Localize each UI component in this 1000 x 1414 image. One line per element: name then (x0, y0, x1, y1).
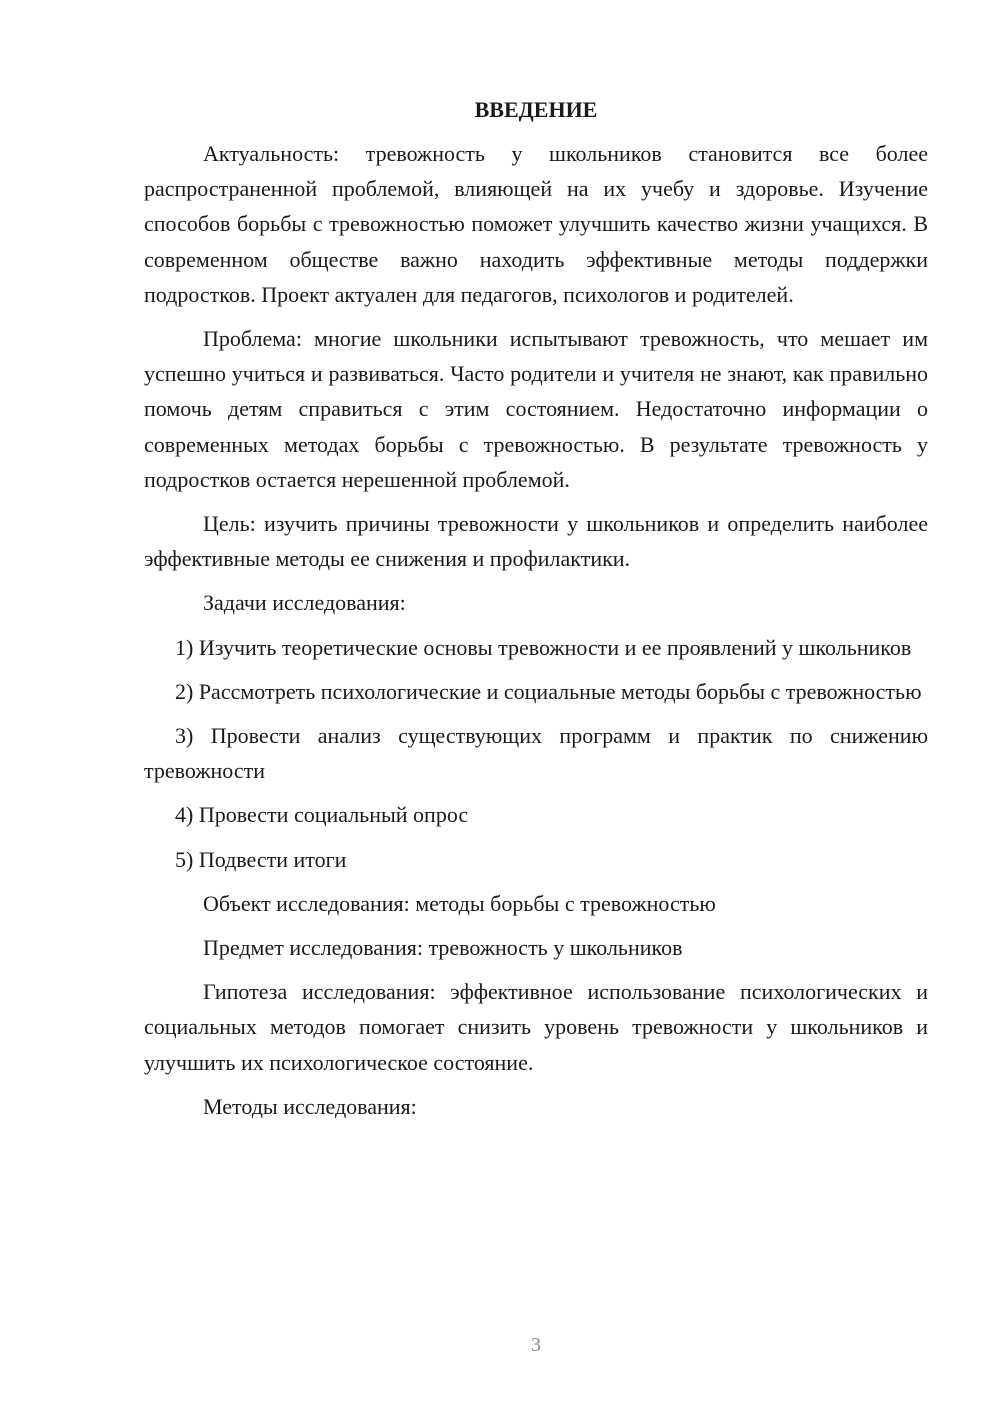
relevance-paragraph: Актуальность: тревожность у школьников становится все более распространенной проблемой, влияющей на их учебу и здоровье. Изучение способов борьбы с тревожностью поможет улучшить качество жизни учащихся. В современном обществе важно находить эффективные методы поддержки подростков. Проект актуален для педагогов, психологов и родителей. (144, 141, 928, 307)
goal-paragraph: Цель: изучить причины тревожности у школьников и определить наиболее эффективные методы ее снижения и профилактики. (144, 511, 928, 572)
hypothesis-paragraph: Гипотеза исследования: эффективное использование психологических и социальных методов помогает снизить уровень тревожности у школьников и улучшить их психологическое состояние. (144, 979, 928, 1075)
task-item-2: 2) Рассмотреть психологические и социальные методы борьбы с тревожностью (175, 678, 922, 704)
tasks-label: Задачи исследования: (203, 590, 406, 616)
problem-paragraph: Проблема: многие школьники испытывают тревожность, что мешает им успешно учиться и развиваться. Часто родители и учителя не знают, как правильно помочь детям справиться с этим состоянием. Недостаточно информации о современных методах борьбы с тревожностью. В результате тревожность у подростков остается нерешенной проблемой. (144, 326, 928, 492)
task-item-5: 5) Подвести итоги (175, 846, 347, 872)
methods-label: Методы исследования: (203, 1093, 417, 1119)
task-item-1: 1) Изучить теоретические основы тревожности и ее проявлений у школьников (175, 634, 912, 660)
section-heading: ВВЕДЕНИЕ (474, 97, 598, 122)
page-number: 3 (531, 1334, 541, 1356)
task-item-3: 3) Провести анализ существующих программ и практик по снижению тревожности (144, 723, 928, 784)
research-subject: Предмет исследования: тревожность у школьников (203, 935, 683, 961)
document-body (144, 92, 928, 1133)
research-object: Объект исследования: методы борьбы с тревожностью (203, 890, 716, 916)
task-item-4: 4) Провести социальный опрос (175, 802, 469, 828)
